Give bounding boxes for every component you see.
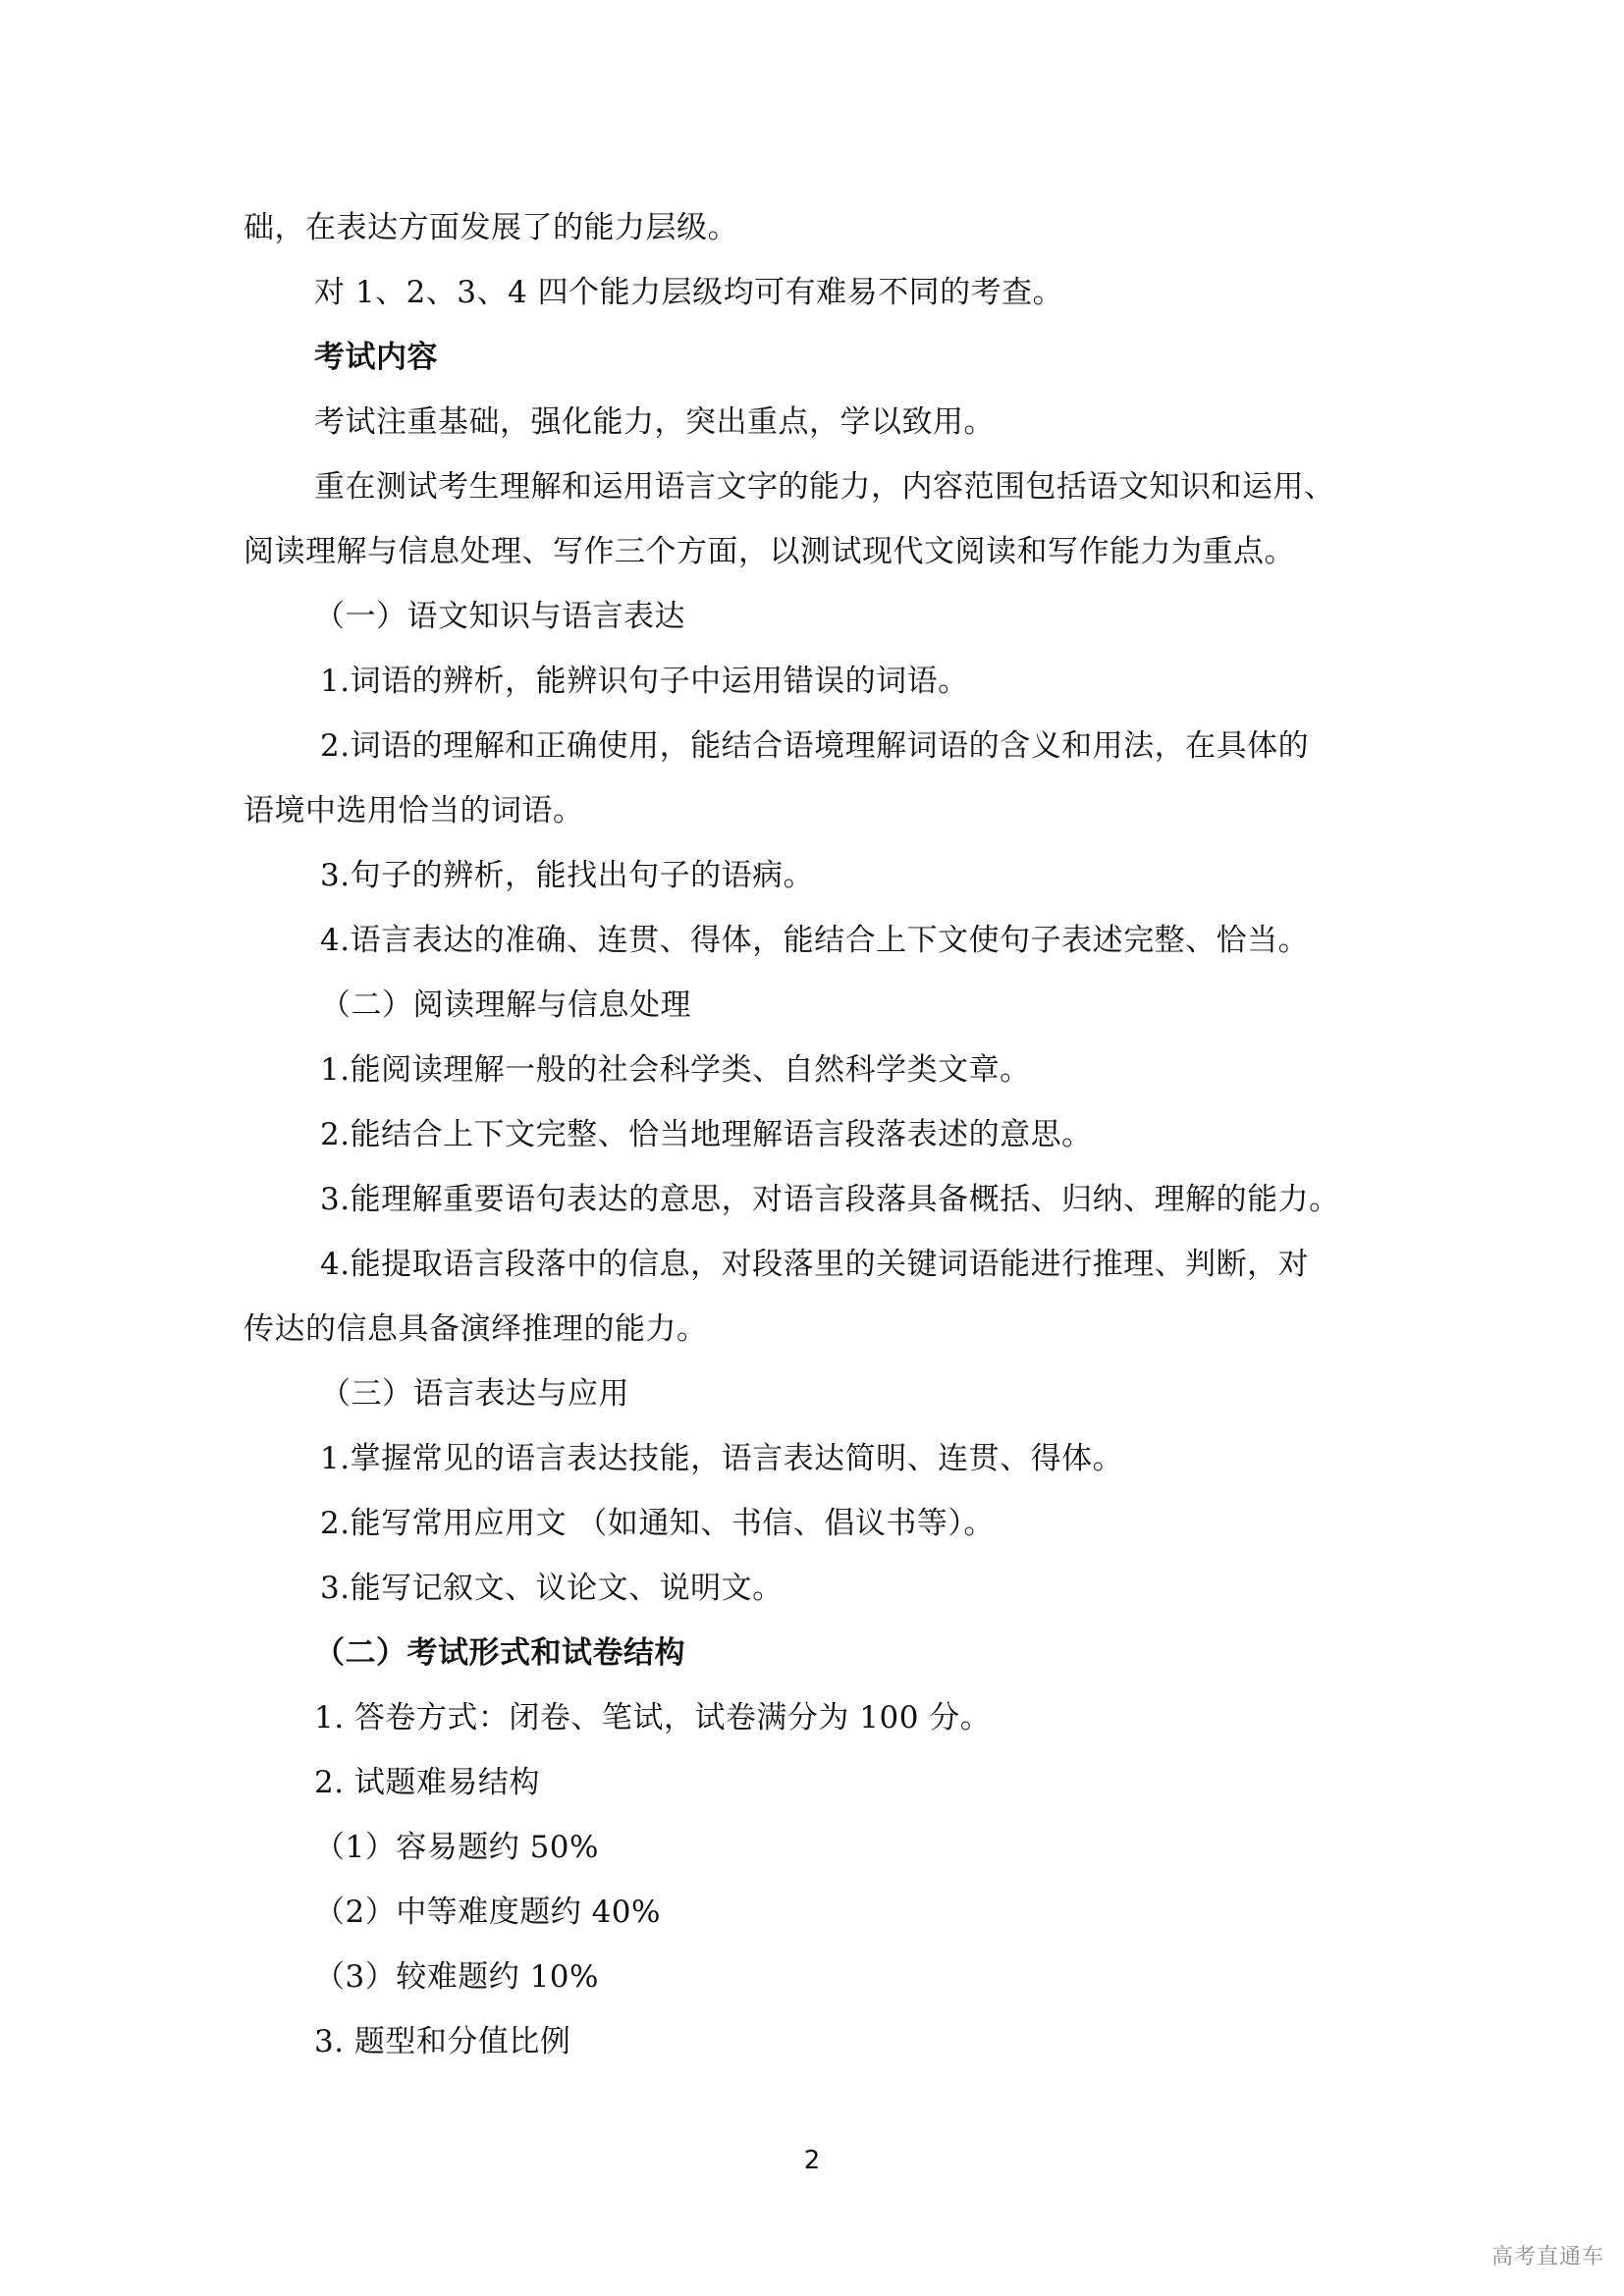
- text-line: 4.能提取语言段落中的信息，对段落里的关键词语能进行推理、判断，对: [320, 1247, 1310, 1282]
- page-number: 2: [803, 2146, 821, 2175]
- text-line: 阅读理解与信息处理、写作三个方面，以测试现代文阅读和写作能力为重点。: [244, 534, 1295, 569]
- text-line: 重在测试考生理解和运用语言文字的能力，内容范围包括语文知识和运用、: [314, 469, 1335, 505]
- text-line: 对 1、2、3、4 四个能力层级均可有难易不同的考查。: [314, 275, 1064, 310]
- text-line: （一）语文知识与语言表达: [314, 599, 685, 634]
- text-line: 1.能阅读理解一般的社会科学类、自然科学类文章。: [320, 1052, 1031, 1088]
- text-line: （3）较难题约 10%: [314, 1959, 599, 1995]
- section-heading: 考试内容: [314, 340, 438, 375]
- text-line: 2.能结合上下文完整、恰当地理解语言段落表述的意思。: [320, 1117, 1093, 1152]
- text-line: 考试注重基础，强化能力，突出重点，学以致用。: [314, 404, 995, 440]
- text-line: 2. 试题难易结构: [314, 1765, 540, 1800]
- section-heading: （二）考试形式和试卷结构: [314, 1635, 685, 1671]
- text-line: （2）中等难度题约 40%: [314, 1895, 661, 1930]
- text-line: 3.句子的辨析，能找出句子的语病。: [320, 858, 815, 893]
- text-line: （1）容易题约 50%: [314, 1830, 599, 1865]
- text-line: 3.能理解重要语句表达的意思，对语言段落具备概括、归纳、理解的能力。: [320, 1182, 1340, 1217]
- text-line: 1. 答卷方式：闭卷、笔试，试卷满分为 100 分。: [314, 1700, 992, 1735]
- text-line: 4.语言表达的准确、连贯、得体，能结合上下文使句子表述完整、恰当。: [320, 923, 1310, 958]
- text-line: （二）阅读理解与信息处理: [320, 988, 691, 1023]
- text-line: 2.词语的理解和正确使用，能结合语境理解词语的含义和用法，在具体的: [320, 728, 1310, 764]
- text-line: 3.能写记叙文、议论文、说明文。: [320, 1571, 784, 1606]
- text-line: 础，在表达方面发展了的能力层级。: [244, 210, 738, 245]
- text-line: 2.能写常用应用文 （如通知、书信、倡议书等）。: [320, 1506, 995, 1541]
- text-line: 1.词语的辨析，能辨识句子中运用错误的词语。: [320, 664, 969, 699]
- text-line: （三）语言表达与应用: [320, 1376, 629, 1412]
- text-line: 1.掌握常见的语言表达技能，语言表达简明、连贯、得体。: [320, 1441, 1124, 1476]
- text-line: 3. 题型和分值比例: [314, 2024, 571, 2059]
- text-line: 传达的信息具备演绎推理的能力。: [244, 1311, 708, 1347]
- watermark: 高考直通车: [1490, 2245, 1604, 2269]
- text-line: 语境中选用恰当的词语。: [244, 793, 584, 828]
